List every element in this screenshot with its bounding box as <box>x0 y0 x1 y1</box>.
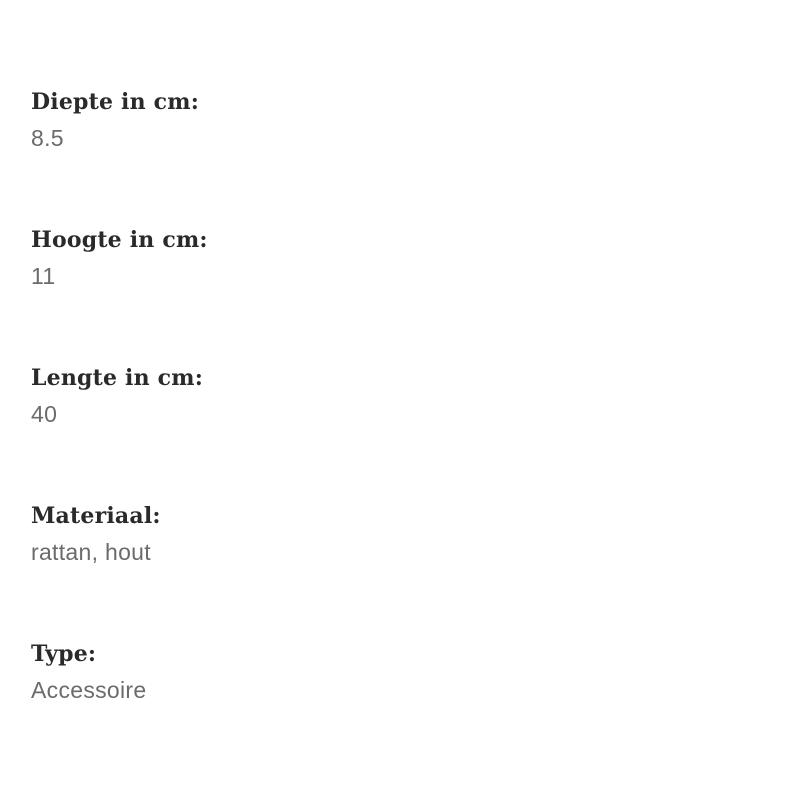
spec-depth <box>31 86 771 224</box>
spec-value: Accessoire <box>31 677 147 703</box>
spec-type <box>31 638 771 776</box>
spec-label: Lengte in cm: <box>31 365 204 391</box>
spec-height <box>31 224 771 362</box>
spec-value: 8.5 <box>31 125 64 151</box>
spec-material <box>31 500 771 638</box>
spec-length <box>31 362 771 500</box>
product-spec-list <box>31 86 771 776</box>
spec-value: 11 <box>31 263 56 289</box>
spec-value: 40 <box>31 401 58 427</box>
spec-label: Materiaal: <box>31 503 161 529</box>
spec-label: Type: <box>31 641 97 667</box>
spec-label: Hoogte in cm: <box>31 227 208 253</box>
spec-label: Diepte in cm: <box>31 89 200 115</box>
spec-value: rattan, hout <box>31 539 151 565</box>
